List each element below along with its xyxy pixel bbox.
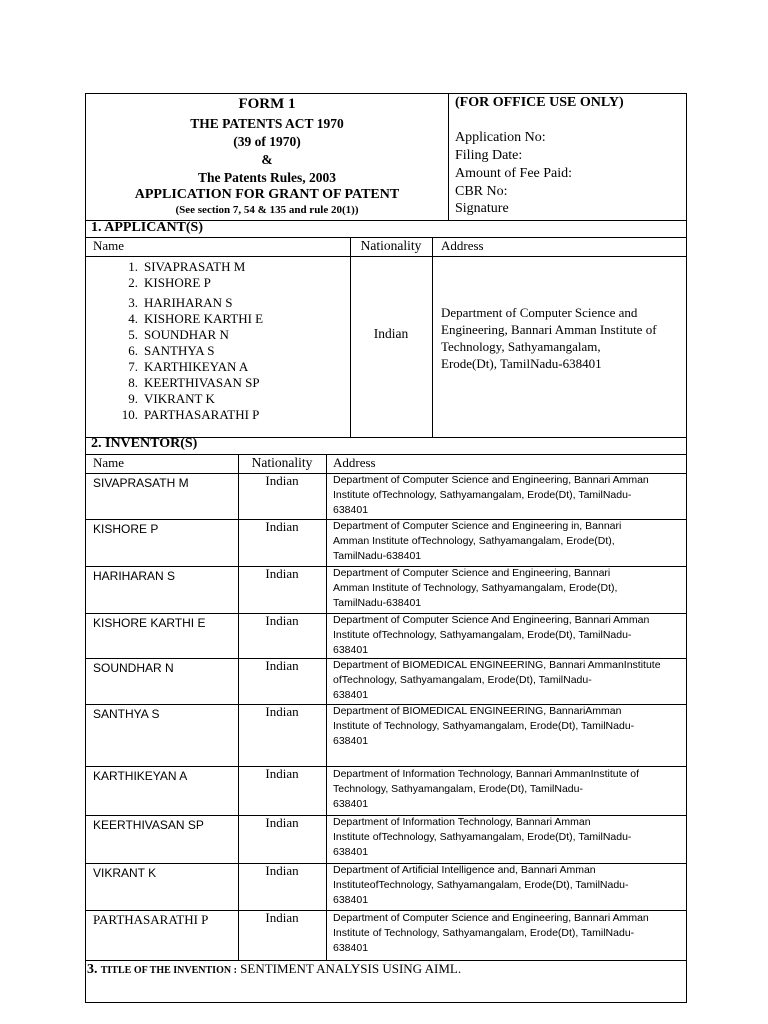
- header-divider: [448, 94, 449, 220]
- invention-title-number: 3.: [87, 962, 98, 977]
- patent-form: [85, 93, 687, 1003]
- applicant-list: [114, 259, 263, 423]
- list-item: 3. HARIHARAN S: [128, 295, 233, 310]
- list-item: 5. SOUNDHAR N: [128, 327, 229, 342]
- inventor-name: SANTHYA S: [93, 707, 160, 721]
- applicants-col-name: Name: [93, 238, 125, 253]
- form-title: FORM 1: [238, 96, 296, 112]
- inventor-address: Department of Computer Science And Engineering, Bannari Amman Institute ofTechnology, Sathyamangalam, Erode(Dt), TamilNadu- 638401: [333, 614, 650, 656]
- inventor-nationality: Indian: [265, 863, 299, 878]
- rules-title: The Patents Rules, 2003: [198, 170, 336, 185]
- invention-title-row: [87, 961, 461, 978]
- inventor-nationality: Indian: [265, 473, 299, 488]
- inventor-address: Department of Computer Science and Engineering, Bannari Amman Institute of Technology, Sathyamangalam, Erode(Dt), TamilNadu-638401: [333, 567, 618, 609]
- inventor-name: KEERTHIVASAN SP: [93, 818, 204, 832]
- inventor-nationality: Indian: [265, 519, 299, 534]
- inventor-name: KISHORE P: [93, 522, 159, 536]
- office-application-no: Application No:: [455, 130, 546, 145]
- ampersand: &: [261, 152, 273, 167]
- inventor-name: SIVAPRASATH M: [93, 476, 189, 490]
- office-use-title: (FOR OFFICE USE ONLY): [455, 95, 624, 110]
- inventor-name: HARIHARAN S: [93, 569, 176, 583]
- inventor-address: Department of Information Technology, Bannari Amman Institute ofTechnology, Sathyamangalam, Erode(Dt), TamilNadu- 638401: [333, 816, 632, 858]
- inventor-nationality: Indian: [265, 613, 299, 628]
- applicants-nationality: Indian: [373, 326, 409, 341]
- list-item: 9. VIKRANT K: [128, 391, 215, 406]
- invention-title-value: SENTIMENT ANALYSIS USING AIML.: [240, 961, 462, 976]
- applicants-section-title: 1. APPLICANT(S): [91, 220, 204, 235]
- inventor-address: Department of Computer Science and Engineering, Bannari Amman Institute of Technology, Sathyamangalam, Erode(Dt), TamilNadu- 638401: [333, 912, 649, 954]
- inventor-address: Department of Computer Science and Engineering in, Bannari Amman Institute ofTechnology, Sathyamangalam, Erode(Dt), TamilNadu-638401: [333, 520, 622, 562]
- office-filing-date: Filing Date:: [455, 148, 523, 163]
- section-note: (See section 7, 54 & 135 and rule 20(1)): [175, 204, 359, 216]
- inventor-name: KARTHIKEYAN A: [93, 769, 188, 783]
- application-title: APPLICATION FOR GRANT OF PATENT: [134, 187, 400, 202]
- inventors-col-address: Address: [333, 455, 376, 470]
- list-item: 7. KARTHIKEYAN A: [128, 359, 249, 374]
- applicants-col-nationality: Nationality: [360, 238, 422, 253]
- list-item: 8. KEERTHIVASAN SP: [128, 375, 260, 390]
- inventor-nationality: Indian: [265, 910, 299, 925]
- act-title: THE PATENTS ACT 1970: [190, 116, 344, 131]
- inventor-name: PARTHASARATHI P: [93, 912, 209, 927]
- inventor-address: Department of Computer Science and Engineering, Bannari Amman Institute ofTechnology, Sathyamangalam, Erode(Dt), TamilNadu- 638401: [333, 474, 649, 516]
- inventor-nationality: Indian: [265, 815, 299, 830]
- inventor-address: Department of Artificial Intelligence and, Bannari Amman InstituteofTechnology, Sathyamangalam, Erode(Dt), TamilNadu- 638401: [333, 864, 629, 906]
- act-number: (39 of 1970): [233, 134, 301, 149]
- inventor-nationality: Indian: [265, 766, 299, 781]
- inventor-name: KISHORE KARTHI E: [93, 616, 206, 630]
- inventor-name: SOUNDHAR N: [93, 661, 174, 675]
- inventor-nationality: Indian: [265, 566, 299, 581]
- inventor-name: VIKRANT K: [93, 866, 157, 880]
- inventors-col-nationality: Nationality: [251, 455, 313, 470]
- inventor-nationality: Indian: [265, 658, 299, 673]
- list-item: 2. KISHORE P: [128, 275, 211, 290]
- office-cbr-no: CBR No:: [455, 184, 508, 199]
- list-item: 1. SIVAPRASATH M: [128, 259, 246, 274]
- office-fee-paid: Amount of Fee Paid:: [455, 166, 573, 181]
- list-item: 6. SANTHYA S: [128, 343, 215, 358]
- inventor-nationality: Indian: [265, 704, 299, 719]
- applicants-address: Department of Computer Science and Engineering, Bannari Amman Institute of Technology, Sathyamangalam, Erode(Dt), TamilNadu-638401: [441, 305, 657, 371]
- list-item: 4. KISHORE KARTHI E: [128, 311, 264, 326]
- inventor-address: Department of BIOMEDICAL ENGINEERING, Bannari AmmanInstitute ofTechnology, Sathyamangalam, Erode(Dt), TamilNadu- 638401: [333, 659, 661, 701]
- office-signature: Signature: [455, 201, 509, 216]
- inventors-section-title: 2. INVENTOR(S): [91, 436, 198, 451]
- inventor-address: Department of Information Technology, Bannari AmmanInstitute of Technology, Sathyamangalam, Erode(Dt), TamilNadu- 638401: [333, 768, 640, 810]
- inventor-address: Department of BIOMEDICAL ENGINEERING, BannariAmman Institute of Technology, Sathyamangalam, Erode(Dt), TamilNadu- 638401: [333, 705, 635, 747]
- applicants-col-address: Address: [441, 238, 484, 253]
- inventors-col-name: Name: [93, 455, 125, 470]
- list-item: 10. PARTHASARATHI P: [121, 407, 260, 422]
- invention-title-label: TITLE OF THE INVENTION :: [100, 965, 237, 976]
